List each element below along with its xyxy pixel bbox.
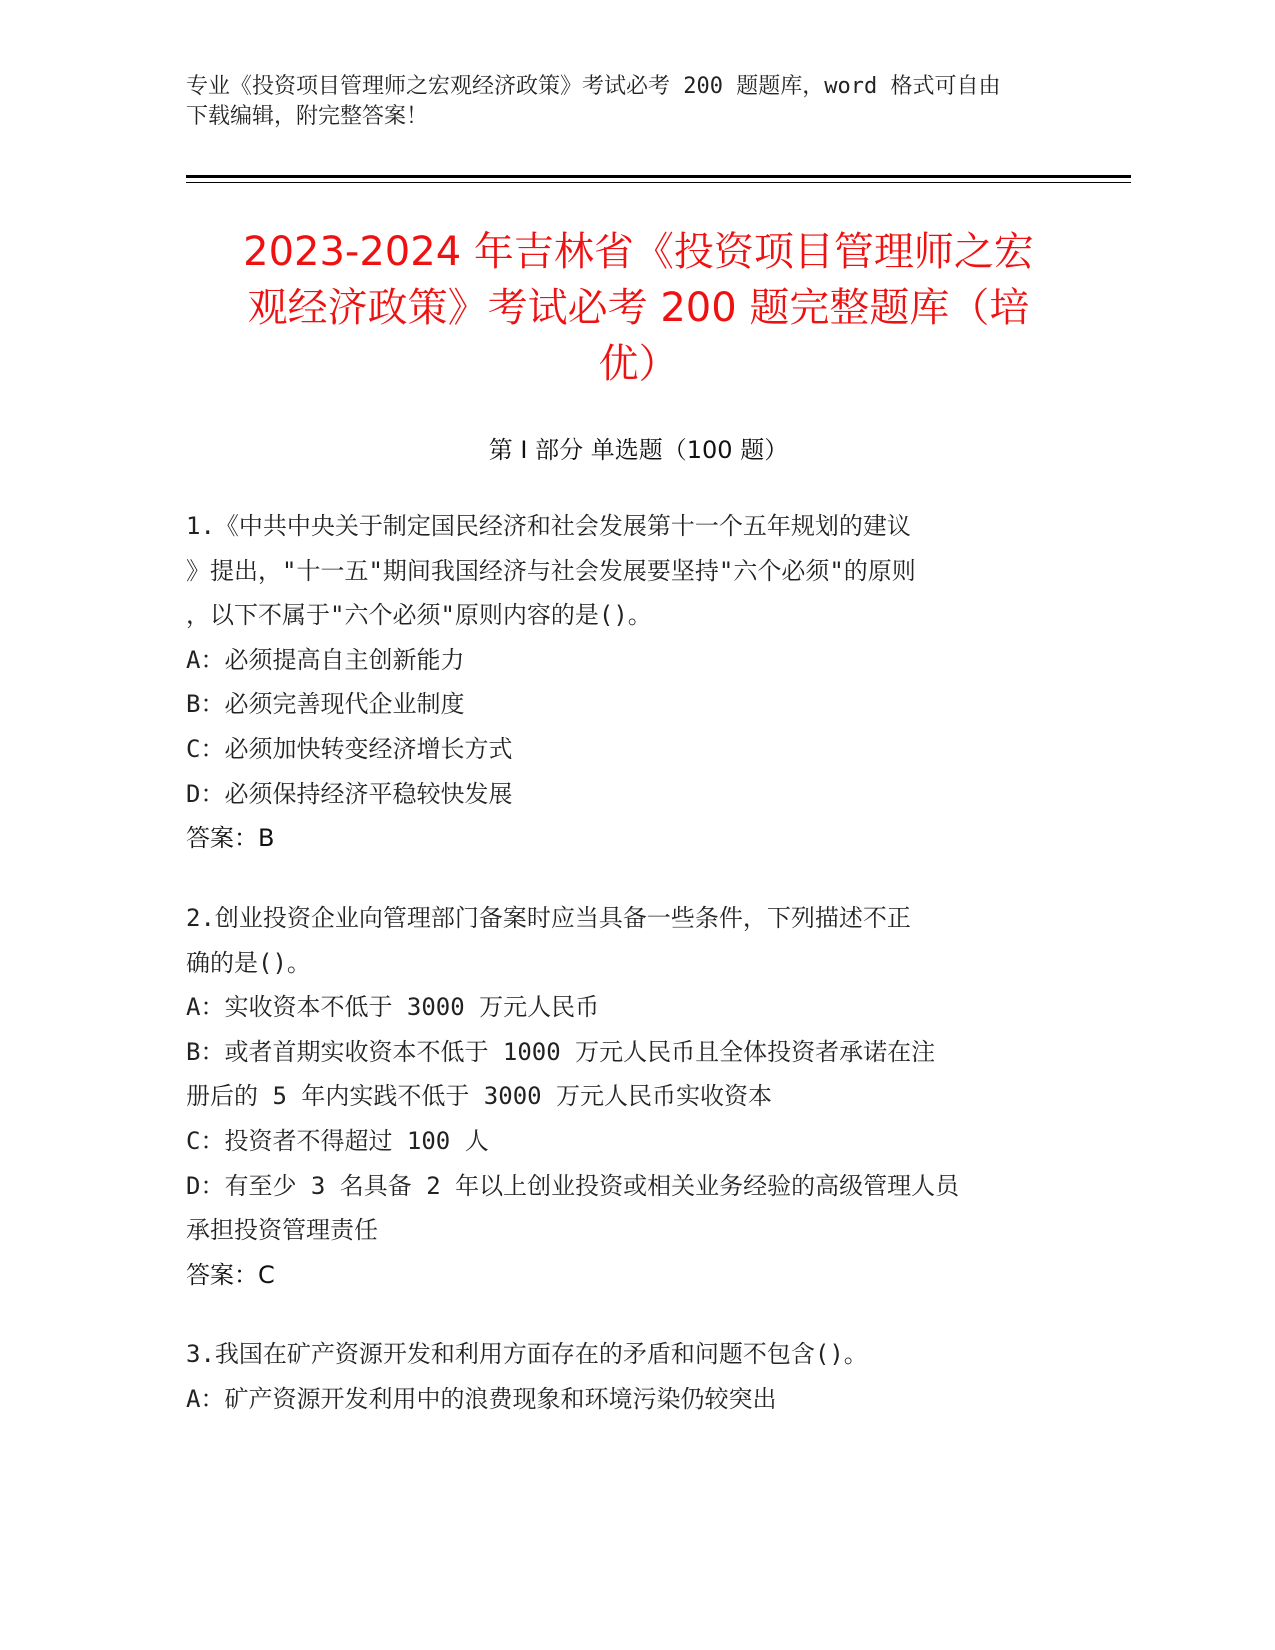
option-a: A：实收资本不低于 3000 万元人民币 (186, 993, 600, 1022)
question-1 (186, 504, 1066, 861)
title-line: 优） (598, 341, 679, 387)
question-2 (186, 896, 1066, 1297)
option-a: A：必须提高自主创新能力 (186, 645, 465, 674)
header-note-line: 下载编辑，附完整答案！ (186, 104, 429, 129)
option-b: B：或者首期实收资本不低于 1000 万元人民币且全体投资者承诺在注 (186, 1037, 936, 1066)
header-note-line: 专业《投资项目管理师之宏观经济政策》考试必考 200 题题库，word 格式可自由 (186, 74, 1001, 99)
question-text-line: ，以下不属于"六个必须"原则内容的是()。 (186, 601, 652, 630)
option-d-continued: 承担投资管理责任 (186, 1216, 378, 1245)
option-b: B：必须完善现代企业制度 (186, 690, 465, 719)
question-text-line: 1.《中共中央关于制定国民经济和社会发展第十一个五年规划的建议 (186, 512, 911, 540)
answer-label: 答案：B (186, 824, 275, 853)
header-divider-thick (186, 175, 1131, 178)
section-title: 第 I 部分 单选题（100 题） (488, 436, 789, 464)
option-d: D：必须保持经济平稳较快发展 (186, 779, 513, 808)
title-line: 2023-2024 年吉林省《投资项目管理师之宏 (243, 229, 1034, 275)
title-line: 观经济政策》考试必考 200 题完整题库（培 (247, 285, 1030, 331)
option-b-continued: 册后的 5 年内实践不低于 3000 万元人民币实收资本 (186, 1082, 773, 1111)
option-d: D：有至少 3 名具备 2 年以上创业投资或相关业务经验的高级管理人员 (186, 1171, 960, 1200)
option-a: A：矿产资源开发利用中的浪费现象和环境污染仍较突出 (186, 1384, 777, 1413)
question-text-line: 2.创业投资企业向管理部门备案时应当具备一些条件，下列描述不正 (186, 904, 911, 932)
option-c: C：投资者不得超过 100 人 (186, 1126, 489, 1155)
document-title (186, 224, 1091, 392)
question-text-line: 确的是()。 (186, 948, 311, 977)
question-text-line: 3.我国在矿产资源开发和利用方面存在的矛盾和问题不包含()。 (186, 1340, 868, 1368)
question-text-line: 》提出，"十一五"期间我国经济与社会发展要坚持"六个必须"的原则 (186, 556, 916, 585)
header-note (186, 72, 1066, 132)
question-3 (186, 1332, 1066, 1421)
header-divider-thin (186, 182, 1131, 183)
answer-label: 答案：C (186, 1260, 275, 1289)
option-c: C：必须加快转变经济增长方式 (186, 734, 513, 763)
